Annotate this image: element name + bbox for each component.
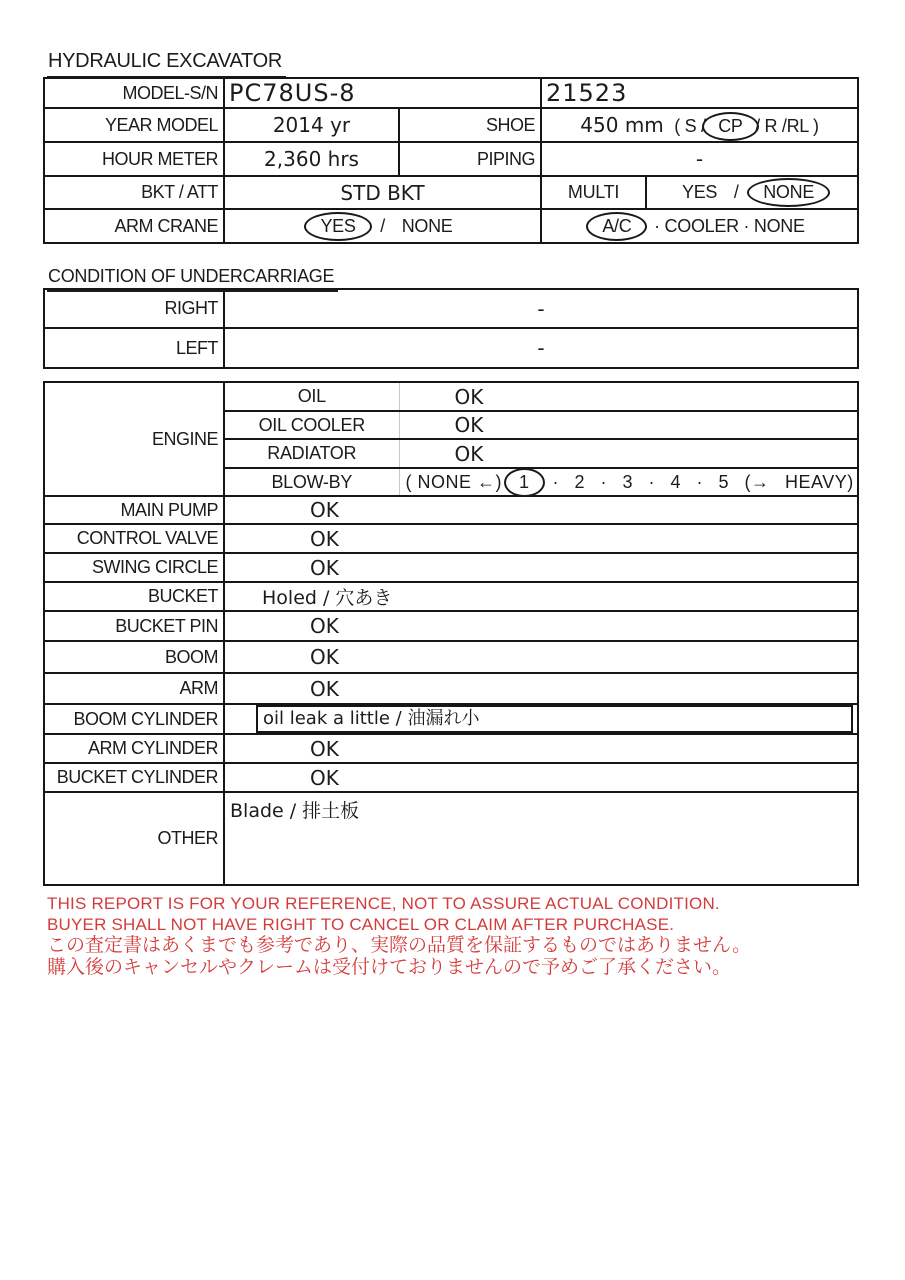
shoe-selected-circled: CP	[702, 112, 758, 141]
spec-row-bkt-multi	[44, 176, 858, 209]
blowby-prefix: ( NONE ←)	[405, 471, 502, 492]
disclaimer-line-4: 購入後のキャンセルやクレームは受付けておりませんので予めご了承ください。	[47, 957, 732, 978]
main-pump-value: OK	[224, 496, 858, 524]
disclaimer-line-1: THIS REPORT IS FOR YOUR REFERENCE, NOT TO ASSURE ACTUAL CONDITION.	[47, 894, 720, 913]
oil-cooler-label: OIL COOLER	[224, 411, 399, 439]
multi-value-cell	[646, 176, 858, 209]
row-bucket	[44, 582, 858, 611]
right-label: RIGHT	[44, 289, 224, 328]
multi-yes: YES	[681, 182, 718, 202]
other-value: Blade / 排土板	[224, 792, 858, 885]
shoe-options-open: ( S /	[674, 116, 706, 136]
report-title: HYDRAULIC EXCAVATOR	[47, 50, 286, 78]
model-sn-label: MODEL-S/N	[44, 78, 224, 108]
arm-cylinder-label: ARM CYLINDER	[44, 734, 224, 763]
ac-cooler-cell	[541, 209, 858, 243]
piping-value: -	[541, 142, 858, 176]
right-value: -	[224, 289, 858, 328]
bucket-pin-value: OK	[224, 611, 858, 641]
model-value: PC78US-8	[224, 78, 541, 108]
multi-selected-circled: NONE	[747, 178, 830, 207]
row-boom	[44, 641, 858, 673]
arm-cylinder-value: OK	[224, 734, 858, 763]
year-model-value: 2014 yr	[224, 108, 399, 142]
year-model-label: YEAR MODEL	[44, 108, 224, 142]
arm-crane-slash: /	[380, 215, 385, 236]
spec-row-hour-piping	[44, 142, 858, 176]
engine-oil-label: OIL	[224, 382, 399, 411]
arm-label: ARM	[44, 673, 224, 704]
ac-selected-circled: A/C	[586, 212, 647, 241]
blowby-scale-rest: · 2 · 3 · 4 · 5 (→ HEAVY)	[552, 471, 854, 492]
left-value: -	[224, 328, 858, 368]
report-title-wrap	[47, 50, 286, 78]
boom-cylinder-note-box: oil leak a little / 油漏れ小	[256, 705, 853, 733]
serial-value: 21523	[541, 78, 858, 108]
blowby-selected-circled: 1	[504, 468, 545, 497]
row-other	[44, 792, 858, 885]
boom-value: OK	[224, 641, 858, 673]
undercarriage-table	[43, 288, 859, 369]
other-label: OTHER	[44, 792, 224, 885]
bucket-cylinder-label: BUCKET CYLINDER	[44, 763, 224, 792]
bucket-value: Holed / 穴あき	[224, 582, 858, 611]
shoe-options-close: / R /RL )	[755, 116, 819, 136]
bucket-label: BUCKET	[44, 582, 224, 611]
boom-label: BOOM	[44, 641, 224, 673]
bucket-cylinder-value: OK	[224, 763, 858, 792]
hour-meter-label: HOUR METER	[44, 142, 224, 176]
piping-label: PIPING	[399, 142, 541, 176]
disclaimer-line-3: この査定書はあくまでも参考であり、実際の品質を保証するものではありません。	[47, 935, 752, 956]
row-boom-cylinder	[44, 704, 858, 734]
ac-cooler-rest: · COOLER · NONE	[654, 215, 805, 236]
hour-meter-value: 2,360 hrs	[224, 142, 399, 176]
blowby-label: BLOW-BY	[224, 468, 399, 496]
row-control-valve	[44, 524, 858, 553]
disclaimer-line-2: BUYER SHALL NOT HAVE RIGHT TO CANCEL OR CLAIM AFTER PURCHASE.	[47, 915, 675, 934]
oil-cooler-value: OK	[399, 411, 858, 439]
left-label: LEFT	[44, 328, 224, 368]
bucket-pin-label: BUCKET PIN	[44, 611, 224, 641]
row-arm	[44, 673, 858, 704]
swing-circle-label: SWING CIRCLE	[44, 553, 224, 582]
blowby-scale-cell	[399, 468, 858, 496]
boom-cylinder-label: BOOM CYLINDER	[44, 704, 224, 734]
bkt-att-value: STD BKT	[224, 176, 541, 209]
arm-value: OK	[224, 673, 858, 704]
main-pump-label: MAIN PUMP	[44, 496, 224, 524]
arm-crane-none: NONE	[401, 215, 453, 236]
undercarriage-heading: CONDITION OF UNDERCARRIAGE	[47, 266, 338, 292]
multi-slash: /	[733, 182, 739, 202]
radiator-value: OK	[399, 439, 858, 468]
spec-row-model	[44, 78, 858, 108]
row-arm-cylinder	[44, 734, 858, 763]
control-valve-label: CONTROL VALVE	[44, 524, 224, 553]
boom-cylinder-cell	[224, 704, 858, 734]
control-valve-value: OK	[224, 524, 858, 553]
radiator-label: RADIATOR	[224, 439, 399, 468]
shoe-label: SHOE	[399, 108, 541, 142]
multi-label: MULTI	[541, 176, 646, 209]
engine-label: ENGINE	[44, 382, 224, 496]
row-main-pump	[44, 496, 858, 524]
row-bucket-cylinder	[44, 763, 858, 792]
shoe-size: 450 mm	[580, 113, 664, 137]
disclaimer	[47, 893, 751, 979]
swing-circle-value: OK	[224, 553, 858, 582]
spec-table	[43, 77, 859, 244]
arm-crane-selected-circled: YES	[304, 212, 371, 241]
engine-oil-value: OK	[399, 382, 858, 411]
shoe-value-cell	[541, 108, 858, 142]
spec-row-year-shoe	[44, 108, 858, 142]
undercarriage-row-right	[44, 289, 858, 328]
arm-crane-label: ARM CRANE	[44, 209, 224, 243]
inspection-table	[43, 381, 859, 886]
undercarriage-row-left	[44, 328, 858, 368]
arm-crane-value-cell	[224, 209, 541, 243]
bkt-att-label: BKT / ATT	[44, 176, 224, 209]
spec-row-armcrane-ac	[44, 209, 858, 243]
engine-row-oil	[44, 382, 858, 411]
row-swing-circle	[44, 553, 858, 582]
row-bucket-pin	[44, 611, 858, 641]
